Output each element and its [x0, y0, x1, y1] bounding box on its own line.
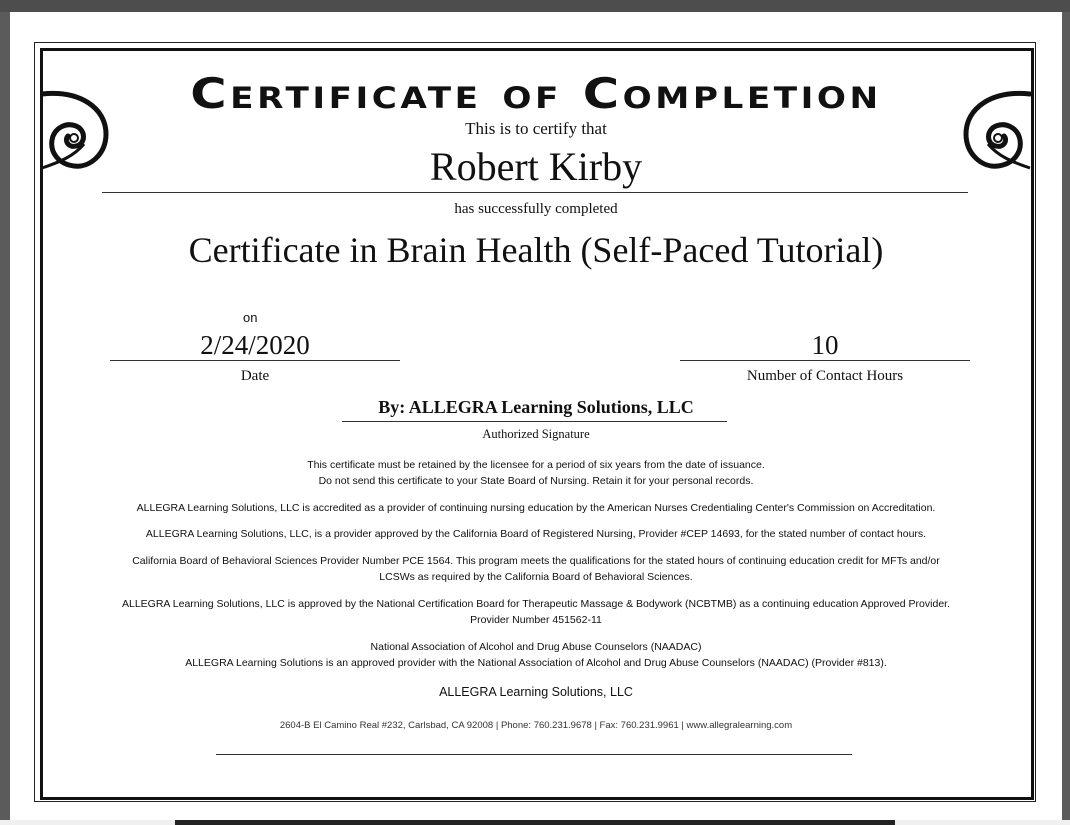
naadac-text-line-2: ALLEGRA Learning Solutions is an approved provider with the National Association of Alcohol and Drug Abuse Counselors (NAADAC) (Provider #813). — [185, 657, 887, 669]
viewer-top-bar — [0, 0, 1070, 12]
course-title: Certificate in Brain Health (Self-Paced Tutorial) — [188, 230, 884, 270]
on-label: on — [243, 310, 258, 325]
recipient-name: Robert Kirby — [429, 144, 643, 189]
ancc-accreditation-text: ALLEGRA Learning Solutions, LLC is accredited as a provider of continuing nursing education by the American Nurses Credentialing Center's Commission on Accreditation. — [136, 502, 936, 514]
contact-hours-label: Number of Contact Hours — [746, 368, 904, 384]
signature-underline — [342, 421, 727, 422]
provider-signature-line: By: ALLEGRA Learning Solutions, LLC — [378, 397, 694, 417]
footer-rule — [216, 754, 852, 755]
certify-text: This is to certify that — [465, 119, 607, 138]
naadac-text-line-1: National Association of Alcohol and Drug Abuse Counselors (NAADAC) — [370, 641, 702, 653]
retention-notice-line-2: Do not send this certificate to your State Board of Nursing. Retain it for your personal records. — [318, 475, 754, 487]
retention-notice-line-1: This certificate must be retained by the licensee for a period of six years from the date of issuance. — [307, 459, 765, 471]
viewer-bottom-strip — [0, 820, 1070, 825]
bbs-text-line-2: LCSWs as required by the California Board of Behavioral Sciences. — [379, 571, 693, 583]
certificate-title: Certificate of Completion — [190, 69, 882, 118]
certificate-page — [10, 12, 1062, 820]
completed-text: has successfully completed — [454, 201, 618, 217]
completion-date: 2/24/2020 — [200, 330, 310, 360]
recipient-underline — [102, 192, 968, 193]
hours-underline — [680, 360, 970, 361]
bbs-text-line-1: California Board of Behavioral Sciences Provider Number PCE 1564. This program meets the qualifications for the stated hours of continuing education credit for MFTs and/or — [132, 555, 940, 567]
footer-company-name: ALLEGRA Learning Solutions, LLC — [439, 685, 633, 699]
contact-hours-value: 10 — [811, 330, 839, 360]
date-label: Date — [240, 368, 270, 384]
date-underline — [110, 360, 400, 361]
footer-address: 2604-B El Camino Real #232, Carlsbad, CA 92008 | Phone: 760.231.9678 | Fax: 760.231.9961 | www.allegralearning.com — [279, 720, 793, 731]
ncbtmb-text-line-1: ALLEGRA Learning Solutions, LLC is approved by the National Certification Board for Therapeutic Massage & Bodywork (NCBTMB) as a continuing education Approved Provider. — [121, 598, 950, 610]
authorized-signature-label: Authorized Signature — [482, 427, 590, 441]
ncbtmb-text-line-2: Provider Number 451562-11 — [470, 614, 602, 626]
california-brn-text: ALLEGRA Learning Solutions, LLC, is a provider approved by the California Board of Registered Nursing, Provider #CEP 14693, for the stated number of contact hours. — [145, 528, 927, 540]
bottom-scroll-track — [175, 820, 895, 825]
